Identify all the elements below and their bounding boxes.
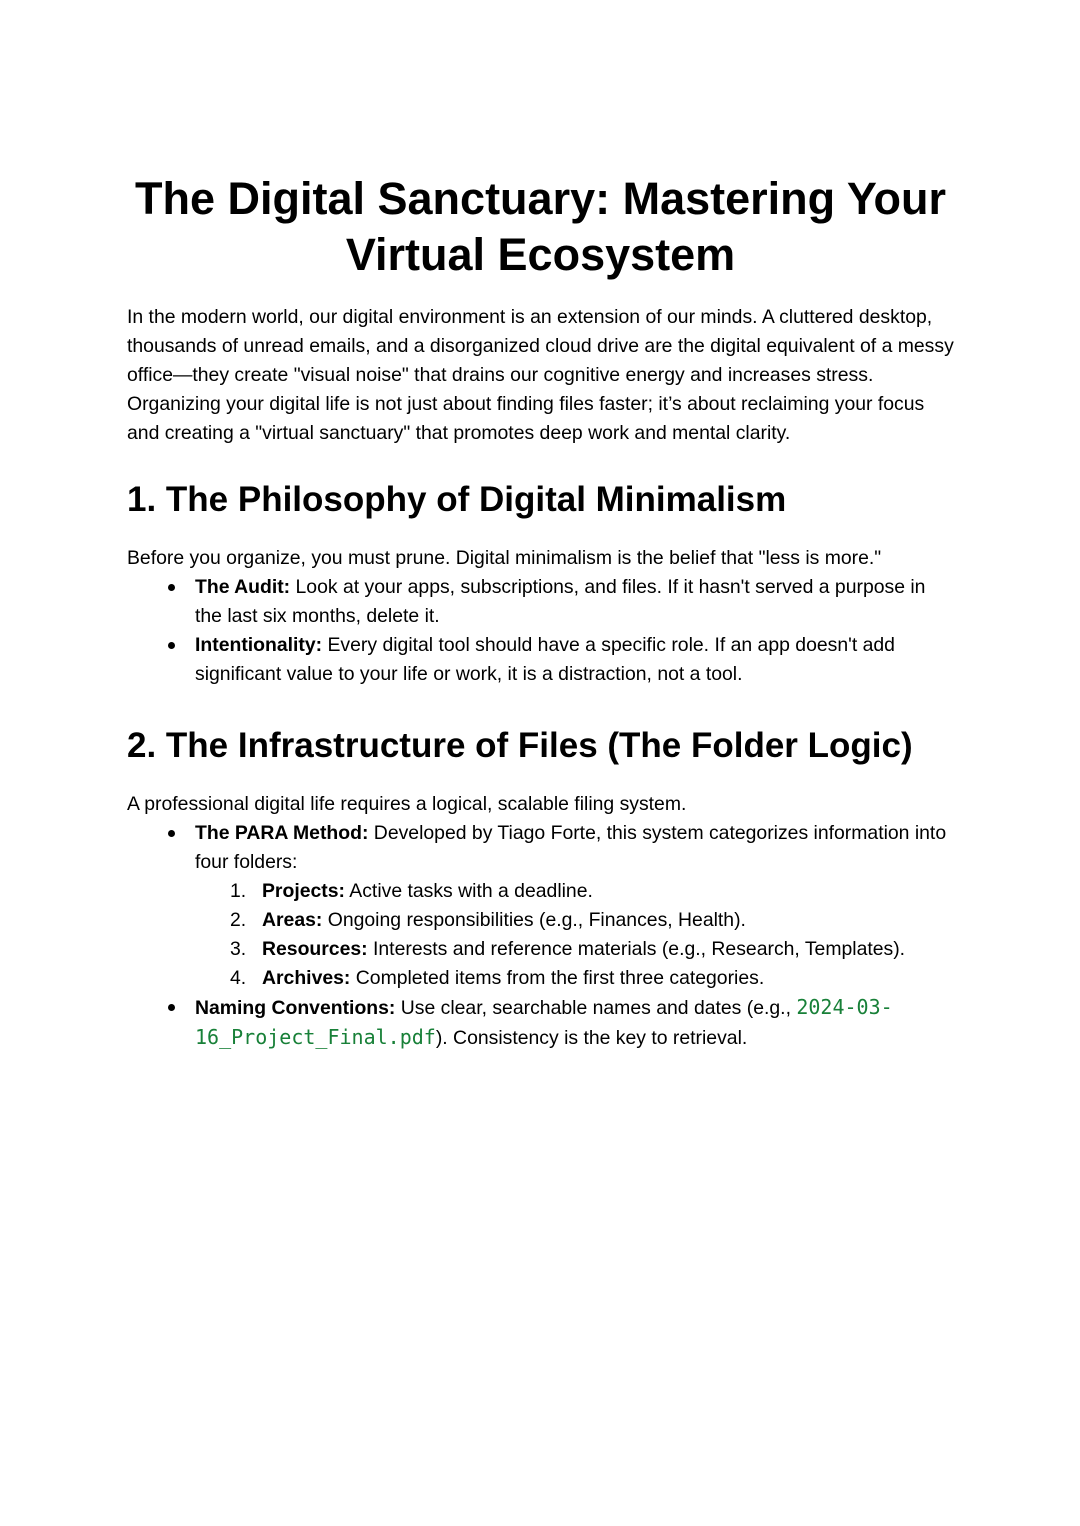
bullet-label: The Audit: (195, 576, 291, 598)
para-method-numbered-list (195, 877, 954, 993)
section-2-lead: A professional digital life requires a logical, scalable filing system. (127, 793, 687, 815)
numbered-label: Areas: (262, 909, 323, 931)
bullet-text: Look at your apps, subscriptions, and files. If it hasn't served a purpose in the last six months, delete it. (195, 576, 926, 627)
bullet-label: The PARA Method: (195, 822, 369, 844)
intro-paragraph: In the modern world, our digital environment is an extension of our minds. A cluttered desktop, thousands of unread emails, and a disorganized cloud drive are the digital equivalent of a messy office—they create "visual noise" that drains our cognitive energy and increases stress. Organizing your digital life is not just about finding files faster; it’s about reclaiming your focus and creating a "virtual sanctuary" that promotes deep work and mental clarity. (127, 306, 954, 444)
numbered-text: Active tasks with a deadline. (344, 880, 593, 902)
numbered-item-archives (195, 964, 954, 993)
bullet-text: Developed by Tiago Forte, this system categorizes information into four folders: (195, 822, 947, 873)
list-number: 3. (230, 938, 247, 960)
bullet-dot-icon (168, 642, 175, 649)
bullet-item-para-method (127, 819, 954, 993)
bullet-item-naming-conventions (127, 993, 954, 1053)
list-number: 4. (230, 967, 247, 989)
list-number: 2. (230, 909, 247, 931)
section-1-bullet-list (127, 573, 954, 689)
section-1-lead: Before you organize, you must prune. Digital minimalism is the belief that "less is more." (127, 547, 882, 569)
bullet-dot-icon (168, 584, 175, 591)
bullet-text: ). Consistency is the key to retrieval. (435, 1027, 748, 1049)
bullet-dot-icon (168, 1004, 175, 1011)
numbered-text: Ongoing responsibilities (e.g., Finances, Health). (322, 909, 746, 931)
list-number: 1. (230, 880, 247, 902)
bullet-item-audit (127, 573, 954, 631)
numbered-text: Interests and reference materials (e.g., Research, Templates). (367, 938, 906, 960)
section-1-heading: 1. The Philosophy of Digital Minimalism (127, 480, 787, 519)
numbered-item-resources (195, 935, 954, 964)
numbered-label: Archives: (262, 967, 351, 989)
bullet-label: Naming Conventions: (195, 997, 396, 1019)
bullet-dot-icon (168, 830, 175, 837)
bullet-text: Use clear, searchable names and dates (e.g., (395, 997, 797, 1019)
document-title: The Digital Sanctuary: Mastering Your Virtual Ecosystem (135, 173, 946, 280)
code-span-filename: 2024-03-16_Project_Final.pdf (195, 995, 893, 1049)
numbered-text: Completed items from the first three categories. (350, 967, 765, 989)
bullet-item-intentionality (127, 631, 954, 689)
bullet-label: Intentionality: (195, 634, 323, 656)
section-2-bullet-list (127, 819, 954, 1053)
numbered-item-areas (195, 906, 954, 935)
numbered-item-projects (195, 877, 954, 906)
numbered-label: Resources: (262, 938, 368, 960)
section-2-heading: 2. The Infrastructure of Files (The Folder Logic) (127, 726, 913, 765)
bullet-text: Every digital tool should have a specific role. If an app doesn't add significant value to your life or work, it is a distraction, not a tool. (195, 634, 895, 685)
numbered-label: Projects: (262, 880, 345, 902)
